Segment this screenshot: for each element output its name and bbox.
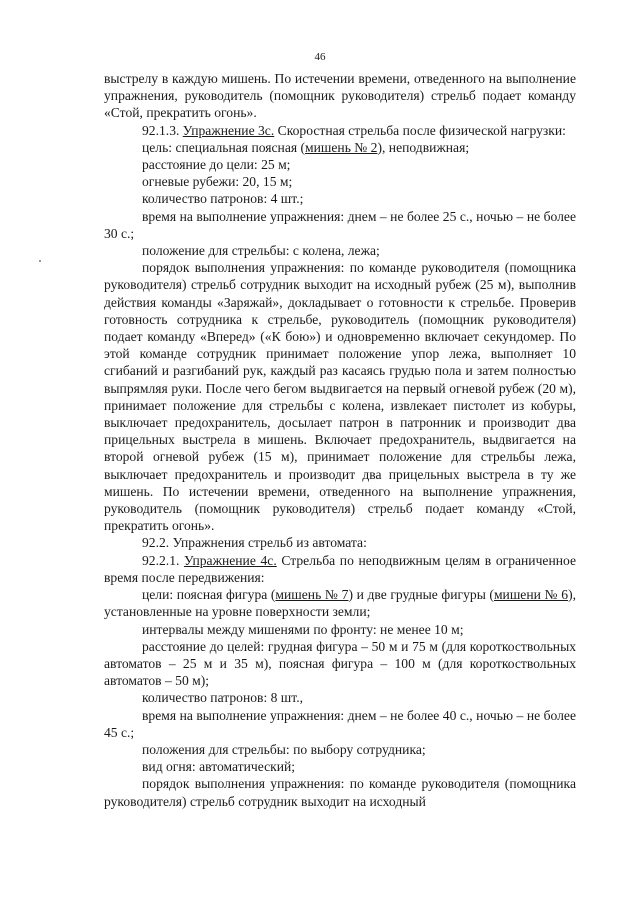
text-run: положения для стрельбы: по выбору сотрудника; xyxy=(142,741,426,757)
text-run: время на выполнение упражнения: днем – не более 25 с., ночью – не более 30 с.; xyxy=(104,208,576,241)
text-run: ), неподвижная; xyxy=(377,139,470,155)
text-run: порядок выполнения упражнения: по команде руководителя (помощника руководителя) стрельб сотрудник выходит на исходный рубеж (25 м), выполнив действия команды «Заряжай», докладывает о готовности к стрельбе. Проверив готовность сотрудника к стрельбе, руководитель (помощник руководителя) подает команду «Вперед» («К бою») и одновременно включает секундомер. По этой команде сотрудник принимает положение упор лежа, выполняет 10 сгибаний и разгибаний рук, каждый раз касаясь грудью пола и затем полностью выпрямляя руки. После чего бегом выдвигается на первый огневой рубеж (20 м), принимает положение для стрельбы с колена, извлекает пистолет из кобуры, выключает предохранитель, досылает патрон в патронник и производит два прицельных выстрела в мишень. Включает предохранитель, выдвигается на второй огневой рубеж (15 м), принимает положение для стрельбы лежа, выключает предохранитель и производит два прицельных выстрела в ту же мишень. По истечении времени, отведенного на выполнение упражнения, руководитель (помощник руководителя) стрельб подает команду «Стой, прекратить огонь». xyxy=(104,260,576,534)
text-run: время на выполнение упражнения: днем – не более 40 с., ночью – не более 45 с.; xyxy=(104,707,576,740)
paragraph xyxy=(104,190,576,207)
text-run: порядок выполнения упражнения: по команде руководителя (помощника руководителя) стрельб сотрудник выходит на исходный xyxy=(104,776,576,809)
document-body xyxy=(104,70,576,810)
text-run: интервалы между мишенями по фронту: не менее 10 м; xyxy=(142,621,464,637)
text-run: Скоростная стрельба после физической нагрузки: xyxy=(274,122,566,138)
paragraph xyxy=(104,689,576,706)
paragraph xyxy=(104,638,576,690)
text-run: положение для стрельбы: с колена, лежа; xyxy=(142,243,380,259)
text-run: цель: специальная поясная ( xyxy=(142,139,306,155)
text-run: ) и две грудные фигуры ( xyxy=(348,587,494,603)
paragraph xyxy=(104,741,576,758)
text-run: 92.2. Упражнения стрельб из автомата: xyxy=(142,535,367,551)
paragraph xyxy=(104,707,576,741)
scan-speck xyxy=(39,260,41,262)
underlined-reference: мишень № 2 xyxy=(305,139,378,155)
page-number: 46 xyxy=(314,51,326,63)
paragraph xyxy=(104,586,576,620)
paragraph xyxy=(104,758,576,775)
text-run: вид огня: автоматический; xyxy=(142,759,296,775)
paragraph xyxy=(104,621,576,638)
text-run: 92.1.3. xyxy=(142,122,183,138)
underlined-reference: мишень № 7 xyxy=(275,587,349,603)
paragraph xyxy=(104,173,576,190)
paragraph xyxy=(104,775,576,809)
text-run: огневые рубежи: 20, 15 м; xyxy=(142,174,293,190)
paragraph xyxy=(104,156,576,173)
text-run: расстояние до цели: 25 м; xyxy=(142,157,291,173)
text-run: цели: поясная фигура ( xyxy=(142,587,276,603)
underlined-reference: Упражнение 4с. xyxy=(184,552,277,568)
text-run: Стрельба по неподвижным целям в ограниченное время после передвижения: xyxy=(104,552,576,585)
paragraph xyxy=(104,122,576,139)
paragraph xyxy=(104,70,576,122)
underlined-reference: мишени № 6 xyxy=(493,587,569,603)
paragraph xyxy=(104,242,576,259)
paragraph xyxy=(104,139,576,156)
text-run: выстрелу в каждую мишень. По истечении времени, отведенного на выполнение упражнения, руководитель (помощник руководителя) стрельб подает команду «Стой, прекратить огонь». xyxy=(104,71,576,121)
text-run: количество патронов: 4 шт.; xyxy=(142,191,304,207)
text-run: расстояние до целей: грудная фигура – 50 м и 75 м (для короткоствольных автоматов – 25 м и 35 м), поясная фигура – 100 м (для короткоствольных автоматов – 50 м); xyxy=(104,638,576,689)
paragraph xyxy=(104,534,576,551)
underlined-reference: Упражнение 3с. xyxy=(182,122,275,138)
paragraph xyxy=(104,208,576,242)
text-run: количество патронов: 8 шт., xyxy=(142,690,303,706)
text-run: 92.2.1. xyxy=(142,552,185,568)
text-run: ), установленные на уровне поверхности земли; xyxy=(104,587,576,620)
paragraph xyxy=(104,259,576,534)
paragraph xyxy=(104,552,576,586)
